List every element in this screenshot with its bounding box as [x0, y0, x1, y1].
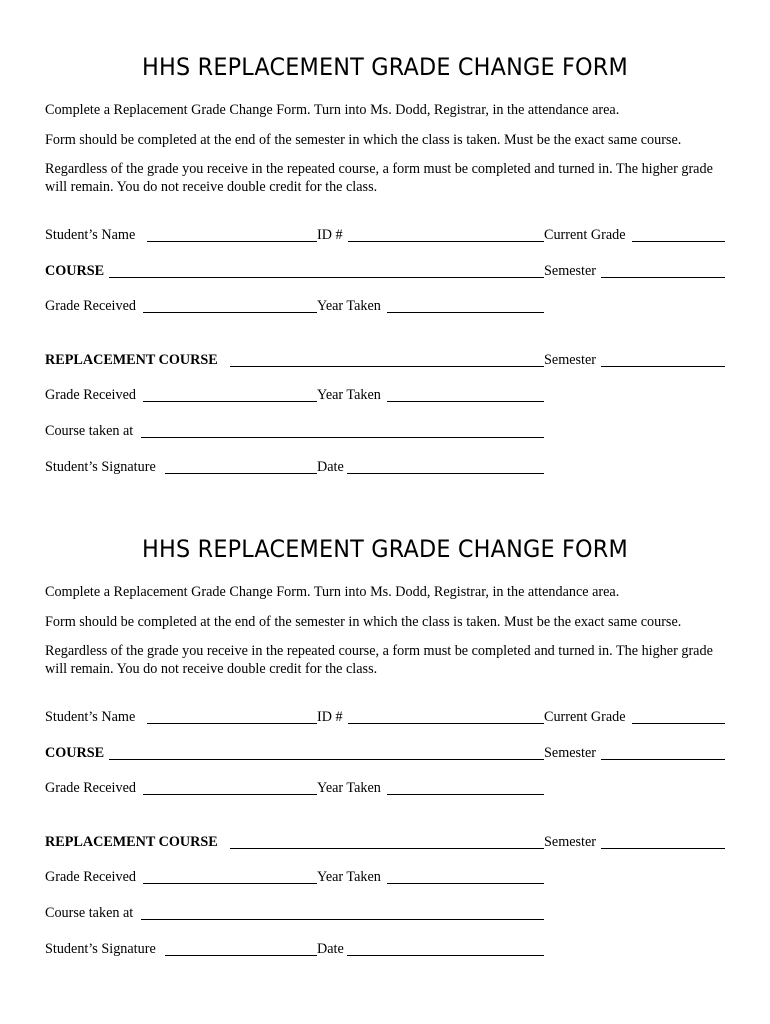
- grade-received-row: [45, 297, 735, 317]
- year-taken-field[interactable]: [387, 794, 544, 795]
- year-taken-2-field[interactable]: [387, 401, 544, 402]
- student-name-label: Student’s Name: [45, 227, 136, 243]
- semester-field[interactable]: [601, 759, 725, 760]
- signature-row: [45, 458, 735, 478]
- date-field[interactable]: [347, 473, 544, 474]
- course-field[interactable]: [109, 759, 544, 760]
- course-taken-at-field[interactable]: [141, 437, 544, 438]
- id-field[interactable]: [348, 241, 544, 242]
- id-label: ID #: [317, 227, 343, 243]
- course-taken-at-field[interactable]: [141, 919, 544, 920]
- year-taken-label: Year Taken: [317, 298, 381, 314]
- semester-label: Semester: [544, 745, 597, 761]
- instruction-3: Regardless of the grade you receive in the repeated course, a form must be completed and turned in. The higher grade will remain. You do not receive double credit for the class.: [45, 161, 713, 195]
- replacement-course-row: [45, 833, 735, 853]
- current-grade-label: Current Grade: [544, 709, 626, 725]
- course-taken-at-row: [45, 422, 735, 442]
- grade-received-field[interactable]: [143, 794, 317, 795]
- grade-received-2-label: Grade Received: [45, 387, 136, 403]
- grade-received-2-row: [45, 868, 735, 888]
- semester-2-field[interactable]: [601, 848, 725, 849]
- student-signature-field[interactable]: [165, 955, 317, 956]
- replacement-course-label: REPLACEMENT COURSE: [45, 834, 218, 850]
- form-title: HHS REPLACEMENT GRADE CHANGE FORM: [142, 535, 628, 563]
- current-grade-label: Current Grade: [544, 227, 626, 243]
- course-field[interactable]: [109, 277, 544, 278]
- grade-received-2-row: [45, 386, 735, 406]
- date-field[interactable]: [347, 955, 544, 956]
- year-taken-field[interactable]: [387, 312, 544, 313]
- semester-field[interactable]: [601, 277, 725, 278]
- date-label: Date: [317, 941, 344, 957]
- student-info-row: [45, 708, 735, 728]
- grade-received-label: Grade Received: [45, 780, 136, 796]
- grade-received-2-label: Grade Received: [45, 869, 136, 885]
- student-name-field[interactable]: [147, 723, 317, 724]
- instruction-2: Form should be completed at the end of the semester in which the class is taken. Must be the exact same course.: [45, 132, 682, 148]
- semester-2-label: Semester: [544, 352, 597, 368]
- current-grade-field[interactable]: [632, 241, 725, 242]
- student-signature-label: Student’s Signature: [45, 459, 156, 475]
- replacement-course-row: [45, 351, 735, 371]
- year-taken-2-label: Year Taken: [317, 869, 381, 885]
- semester-2-label: Semester: [544, 834, 597, 850]
- student-info-row: [45, 226, 735, 246]
- student-name-field[interactable]: [147, 241, 317, 242]
- replacement-course-field[interactable]: [230, 848, 544, 849]
- course-label: COURSE: [45, 263, 105, 279]
- grade-received-2-field[interactable]: [143, 401, 317, 402]
- form-title: HHS REPLACEMENT GRADE CHANGE FORM: [142, 53, 628, 81]
- replacement-course-label: REPLACEMENT COURSE: [45, 352, 218, 368]
- instruction-2: Form should be completed at the end of the semester in which the class is taken. Must be the exact same course.: [45, 614, 682, 630]
- year-taken-label: Year Taken: [317, 780, 381, 796]
- student-name-label: Student’s Name: [45, 709, 136, 725]
- instruction-1: Complete a Replacement Grade Change Form. Turn into Ms. Dodd, Registrar, in the attendance area.: [45, 584, 620, 600]
- id-label: ID #: [317, 709, 343, 725]
- instruction-3: Regardless of the grade you receive in the repeated course, a form must be completed and turned in. The higher grade will remain. You do not receive double credit for the class.: [45, 643, 713, 677]
- year-taken-2-field[interactable]: [387, 883, 544, 884]
- semester-label: Semester: [544, 263, 597, 279]
- student-signature-label: Student’s Signature: [45, 941, 156, 957]
- replacement-course-field[interactable]: [230, 366, 544, 367]
- course-taken-at-label: Course taken at: [45, 905, 134, 921]
- course-row: [45, 744, 735, 764]
- course-label: COURSE: [45, 745, 105, 761]
- id-field[interactable]: [348, 723, 544, 724]
- grade-received-label: Grade Received: [45, 298, 136, 314]
- course-taken-at-row: [45, 904, 735, 924]
- semester-2-field[interactable]: [601, 366, 725, 367]
- student-signature-field[interactable]: [165, 473, 317, 474]
- grade-received-field[interactable]: [143, 312, 317, 313]
- grade-received-2-field[interactable]: [143, 883, 317, 884]
- year-taken-2-label: Year Taken: [317, 387, 381, 403]
- signature-row: [45, 940, 735, 960]
- instruction-1: Complete a Replacement Grade Change Form. Turn into Ms. Dodd, Registrar, in the attendance area.: [45, 102, 620, 118]
- grade-received-row: [45, 779, 735, 799]
- date-label: Date: [317, 459, 344, 475]
- course-row: [45, 262, 735, 282]
- current-grade-field[interactable]: [632, 723, 725, 724]
- course-taken-at-label: Course taken at: [45, 423, 134, 439]
